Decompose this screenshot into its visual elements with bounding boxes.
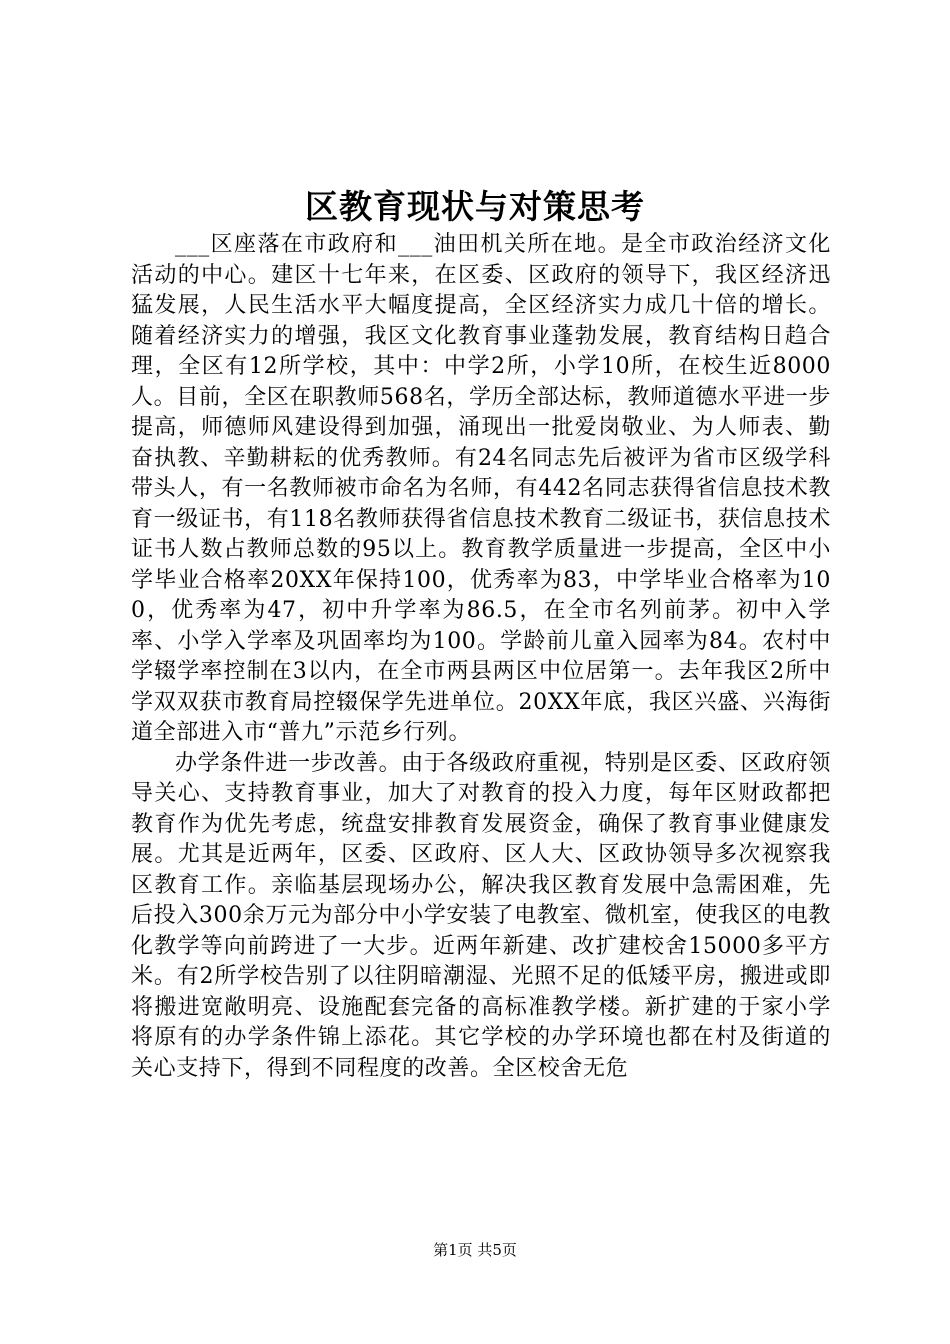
paragraph-education-overview: ___区座落在市政府和___油田机关所在地。是全市政治经济文化活动的中心。建区十七年来，在区委、区政府的领导下，我区经济迅猛发展，人民生活水平大幅度提高，全区经济实力成几十倍的增长。随着经济实力的增强，我区文化教育事业蓬勃发展，教育结构日趋合理，全区有12所学校，其中：中学2所，小学10所，在校生近8000人。目前，全区在职教师568名，学历全部达标，教师道德水平进一步提高，师德师风建设得到加强，涌现出一批爱岗敬业、为人师表、勤奋执教、辛勤耕耘的优秀教师。有24名同志先后被评为省市区级学科带头人，有一名教师被市命名为名师，有442名同志获得省信息技术教育一级证书，有118名教师获得省信息技术教育二级证书，获信息技术证书人数占教师总数的95以上。教育教学质量进一步提高，全区中小学毕业合格率20XX年保持100，优秀率为83，中学毕业合格率为100，优秀率为47，初中升学率为86.5，在全市名列前茅。初中入学率、小学入学率及巩固率均为100。学龄前儿童入园率为84。农村中学辍学率控制在3以内，在全市两县两区中位居第一。去年我区2所中学双双获市教育局控辍保学先进单位。20XX年底，我区兴盛、兴海街道全部进入市“普九”示范乡行列。 xyxy=(131,232,831,745)
document-title: 区教育现状与对策思考 xyxy=(305,187,645,226)
document-body xyxy=(131,230,831,1084)
page-footer: 第1页 共5页 xyxy=(433,1241,517,1259)
paragraph-school-conditions: 办学条件进一步改善。由于各级政府重视，特别是区委、区政府领导关心、支持教育事业，加大了对教育的投入力度，每年区财政都把教育作为优先考虑，统盘安排教育发展资金，确保了教育事业健康发展。尤其是近两年，区委、区政府、区人大、区政协领导多次视察我区教育工作。亲临基层现场办公，解决我区教育发展中急需困难，先后投入300余万元为部分中小学安装了电教室、微机室，使我区的电教化教学等向前跨进了一大步。近两年新建、改扩建校舍15000多平方米。有2所学校告别了以往阴暗潮湿、光照不足的低矮平房，搬进或即将搬进宽敞明亮、设施配套完备的高标准教学楼。新扩建的于家小学将原有的办学条件锦上添花。其它学校的办学环境也都在村及街道的关心支持下，得到不同程度的改善。全区校舍无危 xyxy=(131,750,831,1081)
